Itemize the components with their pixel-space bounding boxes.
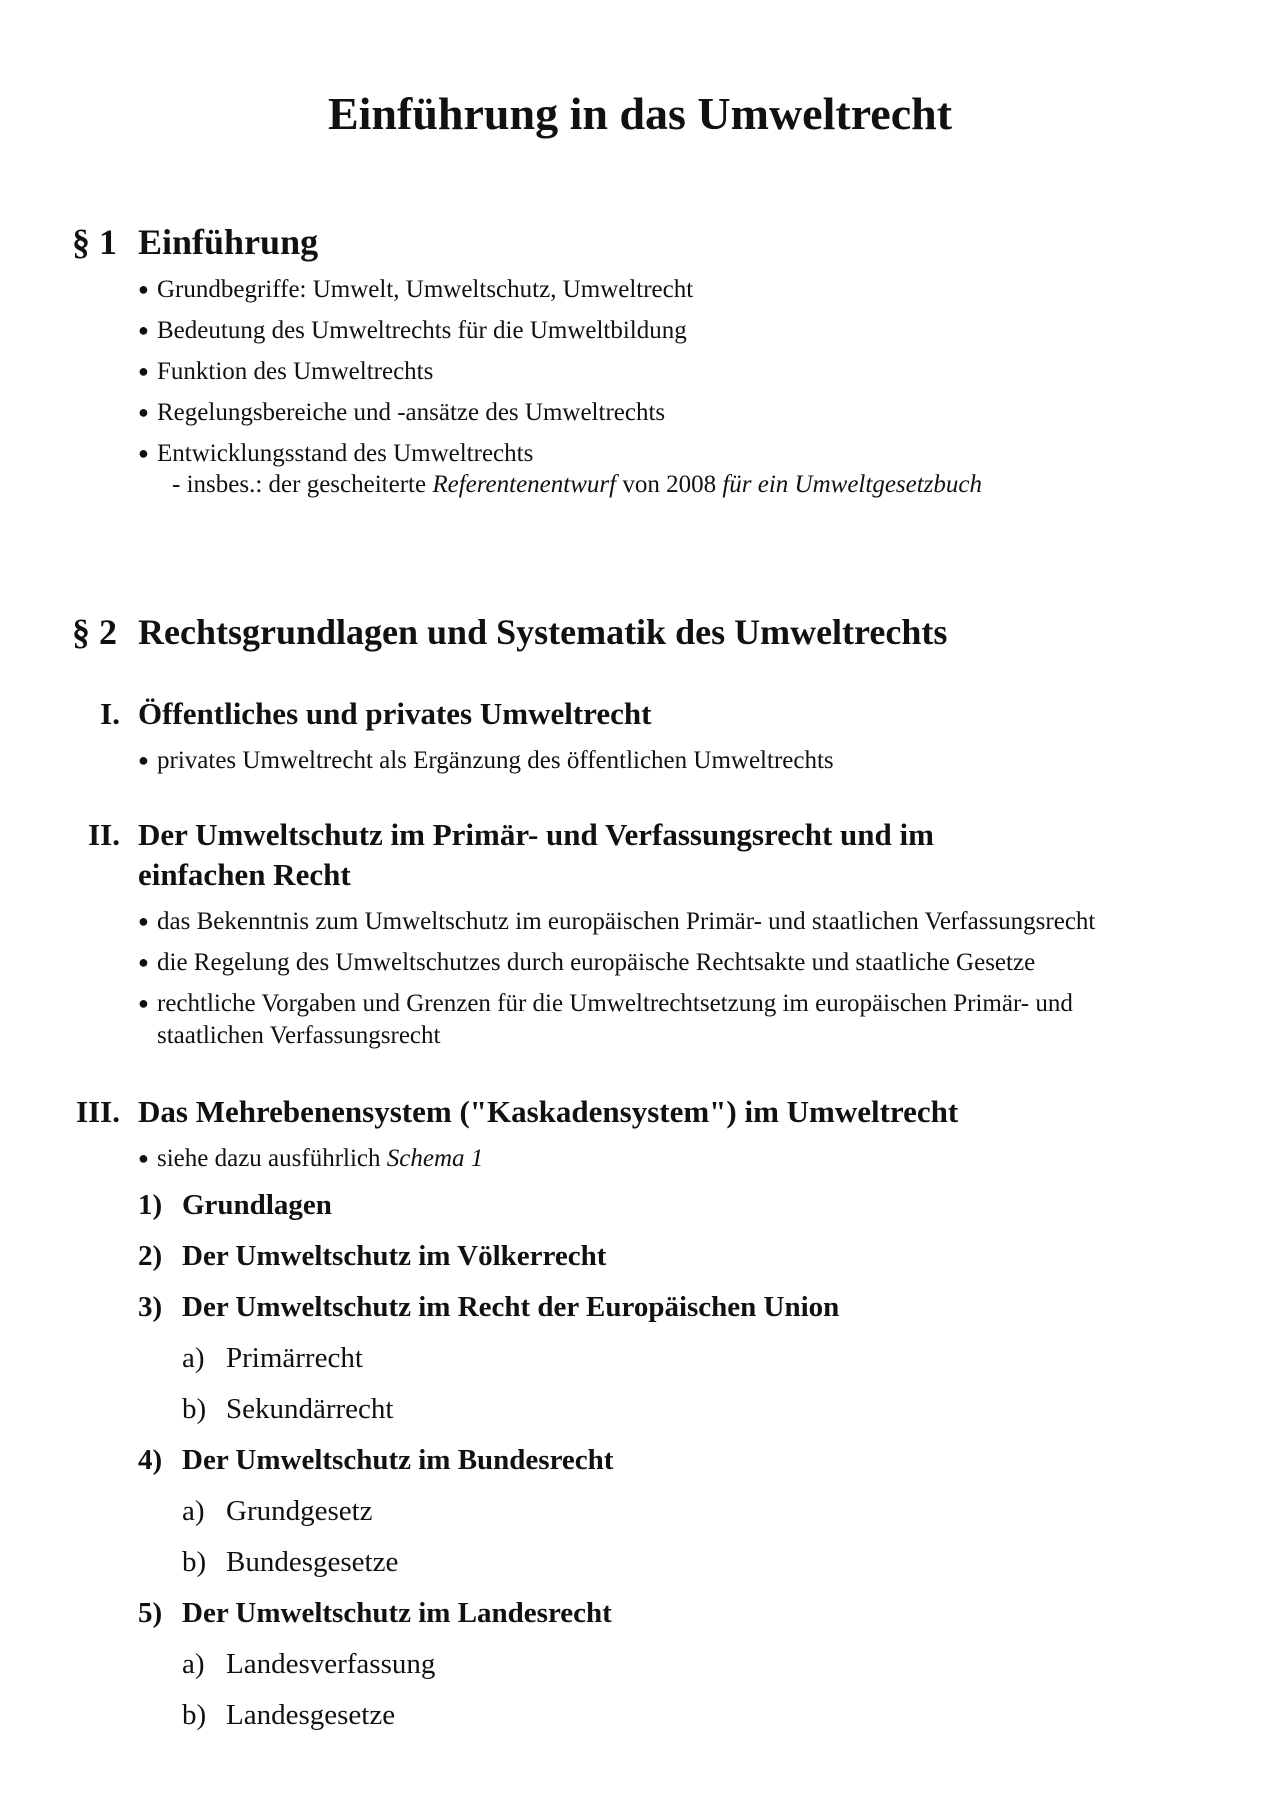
list-item: ● Funktion des Umweltrechts — [138, 354, 433, 389]
bullet-icon: ● — [138, 911, 149, 931]
subsection-number: I. — [100, 696, 120, 731]
subitem-number: a) — [182, 1495, 205, 1527]
subsection-title: Der Umweltschutz im Primär- und Verfassungsrecht und im — [138, 817, 934, 852]
bullet-icon: ● — [138, 952, 149, 972]
subitem-number: a) — [182, 1342, 205, 1374]
list-item: ● rechtliche Vorgaben und Grenzen für die Umweltrechtsetzung im europäischen Primär- und — [138, 986, 1073, 1021]
bullet-icon: ● — [138, 750, 149, 770]
bullet-icon: ● — [138, 1148, 149, 1168]
list-item: ● das Bekenntnis zum Umweltschutz im europäischen Primär- und staatlichen Verfassungsrecht — [138, 904, 1095, 939]
bullet-icon: ● — [138, 443, 149, 463]
list-item-continuation: staatlichen Verfassungsrecht — [157, 1022, 441, 1049]
bullet-icon: ● — [138, 361, 149, 381]
bullet-icon: ● — [138, 993, 149, 1013]
item-number: 1) — [138, 1189, 163, 1221]
list-item: ● Grundbegriffe: Umwelt, Umweltschutz, Umweltrecht — [138, 272, 693, 307]
item-number: 4) — [138, 1444, 163, 1476]
item-title: Der Umweltschutz im Recht der Europäischen Union — [182, 1291, 840, 1323]
item-title: Grundlagen — [182, 1189, 332, 1221]
subitem-title: Bundesgesetze — [226, 1546, 399, 1578]
subitem-title: Landesverfassung — [226, 1648, 436, 1680]
section-number: § 2 — [72, 612, 117, 652]
item-title: Der Umweltschutz im Landesrecht — [182, 1597, 612, 1629]
page-title: Einführung in das Umweltrecht — [327, 88, 953, 139]
subitem-number: b) — [182, 1546, 207, 1578]
list-item: ● privates Umweltrecht als Ergänzung des öffentlichen Umweltrechts — [138, 743, 834, 778]
item-title: Der Umweltschutz im Bundesrecht — [182, 1444, 614, 1476]
item-number: 5) — [138, 1597, 163, 1629]
subsection-title-continuation: einfachen Recht — [138, 857, 351, 892]
subitem-title: Landesgesetze — [226, 1699, 396, 1731]
bullet-icon: ● — [138, 320, 149, 340]
subsection-title: Das Mehrebenensystem ("Kaskadensystem") im Umweltrecht — [138, 1094, 959, 1129]
subitem-number: b) — [182, 1393, 207, 1425]
item-title: Der Umweltschutz im Völkerrecht — [182, 1240, 607, 1272]
subitem-number: a) — [182, 1648, 205, 1680]
list-subitem: - insbes.: der gescheiterte Referentenentwurf von 2008 für ein Umweltgesetzbuch — [172, 471, 983, 498]
subitem-title: Sekundärrecht — [226, 1393, 394, 1425]
list-item: ● Regelungsbereiche und -ansätze des Umweltrechts — [138, 395, 665, 430]
subsection-number: II. — [88, 817, 120, 852]
bullet-icon: ● — [138, 279, 149, 299]
subitem-title: Grundgesetz — [226, 1495, 373, 1527]
item-number: 3) — [138, 1291, 163, 1323]
list-item: ● Bedeutung des Umweltrechts für die Umweltbildung — [138, 313, 687, 348]
subitem-number: b) — [182, 1699, 207, 1731]
list-item: ● siehe dazu ausführlich Schema 1 — [138, 1141, 483, 1176]
bullet-icon: ● — [138, 402, 149, 422]
section-number: § 1 — [72, 222, 117, 262]
section-title: Rechtsgrundlagen und Systematik des Umweltrechts — [138, 612, 948, 652]
section-title: Einführung — [138, 222, 319, 262]
item-number: 2) — [138, 1240, 163, 1272]
subsection-title: Öffentliches und privates Umweltrecht — [138, 696, 652, 731]
list-item: ● Entwicklungsstand des Umweltrechts — [138, 436, 533, 471]
list-item: ● die Regelung des Umweltschutzes durch europäische Rechtsakte und staatliche Gesetze — [138, 945, 1035, 980]
subsection-number: III. — [76, 1094, 120, 1129]
subitem-title: Primärrecht — [226, 1342, 363, 1374]
